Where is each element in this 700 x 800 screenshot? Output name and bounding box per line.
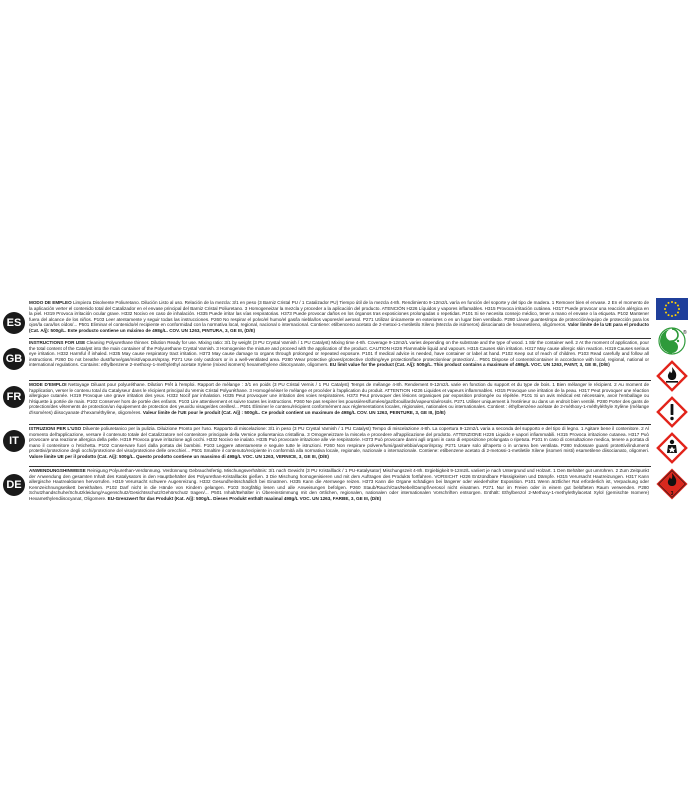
instructions-heading: INSTRUCTIONS FOR USE — [29, 340, 86, 345]
exclamation-pictogram-icon — [656, 396, 688, 428]
language-badge-es — [3, 312, 25, 334]
health-hazard-pictogram-icon — [656, 432, 688, 464]
language-badge-it — [3, 430, 25, 452]
instructions-heading: ANWENDUNGSHINWEISE — [29, 468, 86, 473]
instructions-text: Limpieza Disolvente Poliuretano. Dilución Listo al uso. Relación de la mezcla: 3/1 en peso (3 Barniz Cristal PU / 1 Catalizador PU) Tiempo útil de la mezcla 4-8h. Rendimiento 9-12m2/L varía en función del soporte y del tipo de madera. 1 Remover bien el envase. 2 En el momento de la aplicación verter el contenido total del Catalizador en el envase principal del Barniz Cristal Poliuretano. 3 Homogeneizar la mezcla y proceder a la aplicación del producto. ATENCIÓN H226 Líquidos y vapores inflamables. H315 Provoca irritación cutánea. H317 Puede provocar una reacción alérgica en la piel. H319 Provoca irritación ocular grave. H332 Nocivo en caso de inhalación. H335 Puede irritar las vías respiratorias. H373 Puede provocar daños en los órganos tras exposiciones prolongadas o repetidas. P101 Si se necesita consejo médico, tener a mano el envase o la etiqueta. P102 Mantener fuera del alcance de los niños. P103 Leer atentamente y seguir todas las instrucciones. P260 No respirar el polvo/el humo/el gas/la niebla/los vapores/el aerosol. P271 Utilizar únicamente en exteriores o en un lugar bien ventilado. P280 Llevar guantes/ropa de protección/equipo de protección para los ojos/la cara/los oídos/... P501 Eliminar el contenido/el recipiente en conformidad con la normativa local, regional, nacional o internacional. Contiene: etilbenceno acetato de 2-metoxi-1-metiletilo Xileno (Mezcla de isómeros) diisocianato de hexametileno, oligómeros. — [29, 300, 649, 328]
instructions-heading: ISTRUZIONI PER L'USO — [29, 426, 82, 431]
flammable-pictogram-icon — [656, 360, 688, 392]
instructions-block-de — [29, 468, 649, 502]
voc-limit-text: Valore limite UE per il prodotto (Cat. A/j): 500g/L. Questo prodotto contiene un massimo di 498g/L VOC. UN 1263, VERNICE, 3, GE III, (D/E) — [29, 453, 329, 459]
voc-limit-text: Valeur limite de l'UE pour le produit (Cat. A/j) : 500g/L. Ce produit contient un maximum de 498g/L COV. UN 1263, PEINTURE, 3, GE III, (D/E) — [142, 409, 446, 415]
instructions-text: Cleaning Polyurethane thinner. Dilution Ready for use. Mixing ratio: 3/1 by weight (3 PU Crystal Varnish / 1 PU Catalyst) Mixing time 4-8h. Coverage 9-12m2/L varies depending on the substrate and the type of wood. 1 Stir the container well. 2 At the moment of application, pour the total content of the Catalyst into the main container of the Polyurethane Crystal Varnish. 3 Homogenise the mixture and proceed with the application of the product. CAUTION H226 Flammable liquid and vapours. H315 Causes skin irritation. H317 May cause allergic skin reaction. H319 Causes serious eye irritation. H332 Harmful if inhaled. H335 May cause respiratory tract irritation. H373 May cause damage to organs through prolonged or repeated exposure. P101 If medical advice is needed, have container or label at hand. P102 Keep out of reach of children. P103 Read carefully and follow all instructions. P260 Do not breathe dust/fume/gas/mist/vapours/spray. P271 Use only outdoors or in a well-ventilated area. P280 Wear protective gloves/protective clothing/eye protection/face protection/ear protection/... P501 Dispose of contents/container in accordance with local, regional, national or international regulations. Contains: ethylbenzene 2-methoxy-1-methylethyl acetate Xylene (mixed isomers) hexamethylene diisocyanate, oligomers. — [29, 340, 649, 368]
eu-flag-icon — [656, 298, 688, 320]
instructions-text: Nettoyage Diluant pour polyuréthane. Dilution Prêt à l'emploi. Rapport de mélange : 3/1 en poids (3 PU Cristal Vernis / 1 PU Catalyst) Temps de mélange 4-8h. Rendement 9-12m2/L varie en fonction du support et du type de bois. 1 Bien mélanger le récipient. 2 Au moment de l'application, verser le contenu total du Catalyseur dans le récipient principal du Vernis Cristal Polyuréthane. 3 Homogénéiser le mélange et procéder à l'application du produit. ATTENTION H226 Liquides et vapeurs inflammables. H315 Provoque une irritation de la peau. H317 Peut provoquer une réaction allergique cutanée. H319 Provoque une grave irritation des yeux. H332 Nocif par inhalation. H335 Peut provoquer une irritation des voies respiratoires. H373 Peut provoquer des lésions organiques par exposition prolongée ou répétée. P101 Si un avis médical est nécessaire, avoir l'emballage ou l'étiquette à portée de main. P102 Conserver hors de portée des enfants. P103 Lire attentivement et suivre toutes les instructions. P260 Ne pas respirer les poussières/fumées/gaz/brouillards/vapeurs/aérosols. P271 Utiliser uniquement à l'extérieur ou dans un endroit bien ventilé. P280 Porter des gants de protection/des vêtements de protection/un équipement de protection des yeux/du visage/des oreilles/... P501 Éliminer le contenu/récipient conformément aux réglementations locales, régionales, nationales ou internationales. Contient : éthylbenzène acétate de 2-méthoxy-1-méthyléthyle Xylène (mélange d'isomères) diisocyanate d'hexaméthylène, oligomères. — [29, 382, 650, 415]
language-code: GB — [5, 353, 23, 365]
green-dot-recycling-icon — [656, 326, 688, 356]
section-divider — [29, 338, 651, 339]
language-code: FR — [6, 391, 22, 403]
instructions-text: Diluente poliuretanico per la pulizia. Diluizione Pronto per l'uso. Rapporto di miscelazione: 3/1 in peso (3 PU Crystal Varnish / 1 PU Catalyst) Tempo di miscelazione 4-8h. La copertura 9-12m2/L varia a seconda del supporto e del tipo di legno. 1 Agitare bene il contenitore. 2 Al momento dell'applicazione, versare il contenuto totale del Catalizzatore nel contenitore principale della Vernice poliuretanica cristallina. 3 Omogeneizzare la miscela e procedere all'applicazione del prodotto. ATTENZIONE H226 Liquido e vapori infiammabili. H315 Provoca irritazione cutanea. H317 Può provocare una reazione allergica della pelle. H319 Provoca grave irritazione agli occhi. H332 Nocivo se inalato. H335 Può provocare irritazione alle vie respiratorie. H373 Può provocare danni agli organi in caso di esposizione prolungata o ripetuta. P101 In caso di consultazione medica, tenere a portata di mano il contenitore o l'etichetta. P102 Conservare fuori dalla portata dei bambini. P103 Leggere attentamente e seguire tutte le istruzioni. P260 Non respirare polvere/fumi/gas/nebbia/vapori/spray. P271 Usare solo all'aperto o in un'area ben ventilata. P280 Indossare guanti protettivi/indumenti protettivi/protezione degli occhi/protezione del viso/protezione delle orecchie/... P501 Smaltire il contenuto/recipiente in conformità alla normativa locale, regionale, nazionale o internazionale. Contiene: etilbenzene acetato di 2-metossi-1-metiletile Xilene (isomeri misti) esametilene diisocianato, oligomeri. — [29, 426, 649, 454]
section-divider — [29, 424, 651, 425]
language-badge-fr — [3, 386, 25, 408]
language-code: DE — [6, 479, 22, 491]
instructions-heading: MODO DE EMPLEO — [29, 300, 72, 305]
section-divider — [29, 380, 651, 381]
language-badge-de — [3, 474, 25, 496]
instructions-block-gb — [29, 340, 649, 368]
voc-limit-text: EU-Grenzwert für das Produkt (Kat. A/j): 500g/L. Dieses Produkt enthält maximal 498g/L VOC. UN 1263, FARBE, 3, GE III, (D/E) — [107, 495, 382, 501]
instructions-text: Reinigung Polyurethan-Verdünnung. Verdünnung Gebrauchsfertig. Mischungsverhältnis: 3/1 nach Gewicht (3 PU Kristalllack / 1 PU-Katalysator) Mischungszeit 4-8h. Ergiebigkeit 9-12m2/L variiert je nach Untergrund und Holzart. 1 Den Behälter gut umrühren. 2 Zum Zeitpunkt der Anwendung den gesamten Inhalt des Katalysators in den Hauptbehälter des Polyurethan-Kristalllacks gießen. 3 Die Mischung homogenisieren und mit dem Auftragen des Produkts fortfahren. VORSICHT H226 Entzündbare Flüssigkeiten und Dämpfe. H315 Verursacht Hautreizungen. H317 Kann allergische Hautreaktionen hervorrufen. H319 Verursacht schwere Augenreizung. H332 Gesundheitsschädlich bei Einatmen. H335 Kann die Atemwege reizen. H373 Kann die Organe schädigen bei längerer oder wiederholter Exposition. P101 Wenn ärztlicher Rat erforderlich ist, Verpackung oder Kennzeichnungsetikett bereithalten. P102 Darf nicht in die Hände von Kindern gelangen. P103 Sorgfältig lesen und alle Anweisungen befolgen. P260 Staub/Rauch/Gas/Nebel/Dampf/Aerosol nicht einatmen. P271 Nur im Freien oder in einem gut belüfteten Raum verwenden. P280 Schutzhandschuhe/Schutzkleidung/Augenschutz/Gesichtsschutz/Gehörschutz tragen/... P501 Inhalt/Behälter in Übereinstimmung mit den örtlichen, regionalen, nationalen oder internationalen Vorschriften entsorgen. Enthält: Ethylbenzol 2-Methoxy-1-methylethylacetat Xylol (gemischte Isomere) Hexamethylendiisocyanat, Oligomere. — [29, 468, 649, 501]
voc-limit-text: Valor límite de la UE para el producto (Cat. A/j): 500g/L. Este producto contiene un máximo de 498g/L. COV. UN 1263, PINTURA, 3, GE III, (D/E) — [29, 322, 649, 333]
svg-text:®: ® — [683, 330, 687, 336]
language-badge-gb — [3, 348, 25, 370]
instructions-block-it — [29, 426, 649, 460]
svg-text:3: 3 — [670, 491, 674, 497]
instructions-block-es — [29, 300, 649, 334]
voc-limit-text: EU limit value for the product (Cat. A/j): 500g/L. This product contains a maximum of 498g/L VOC. UN 1263, PAINT, 3, GE III, (D/E) — [329, 362, 610, 368]
instructions-block-fr — [29, 382, 649, 416]
flammable-liquid-class3-icon — [656, 468, 688, 500]
language-code: ES — [6, 317, 22, 329]
instructions-heading: MODE D'EMPLOI — [29, 382, 67, 387]
language-code: IT — [9, 435, 19, 447]
section-divider — [29, 466, 651, 467]
